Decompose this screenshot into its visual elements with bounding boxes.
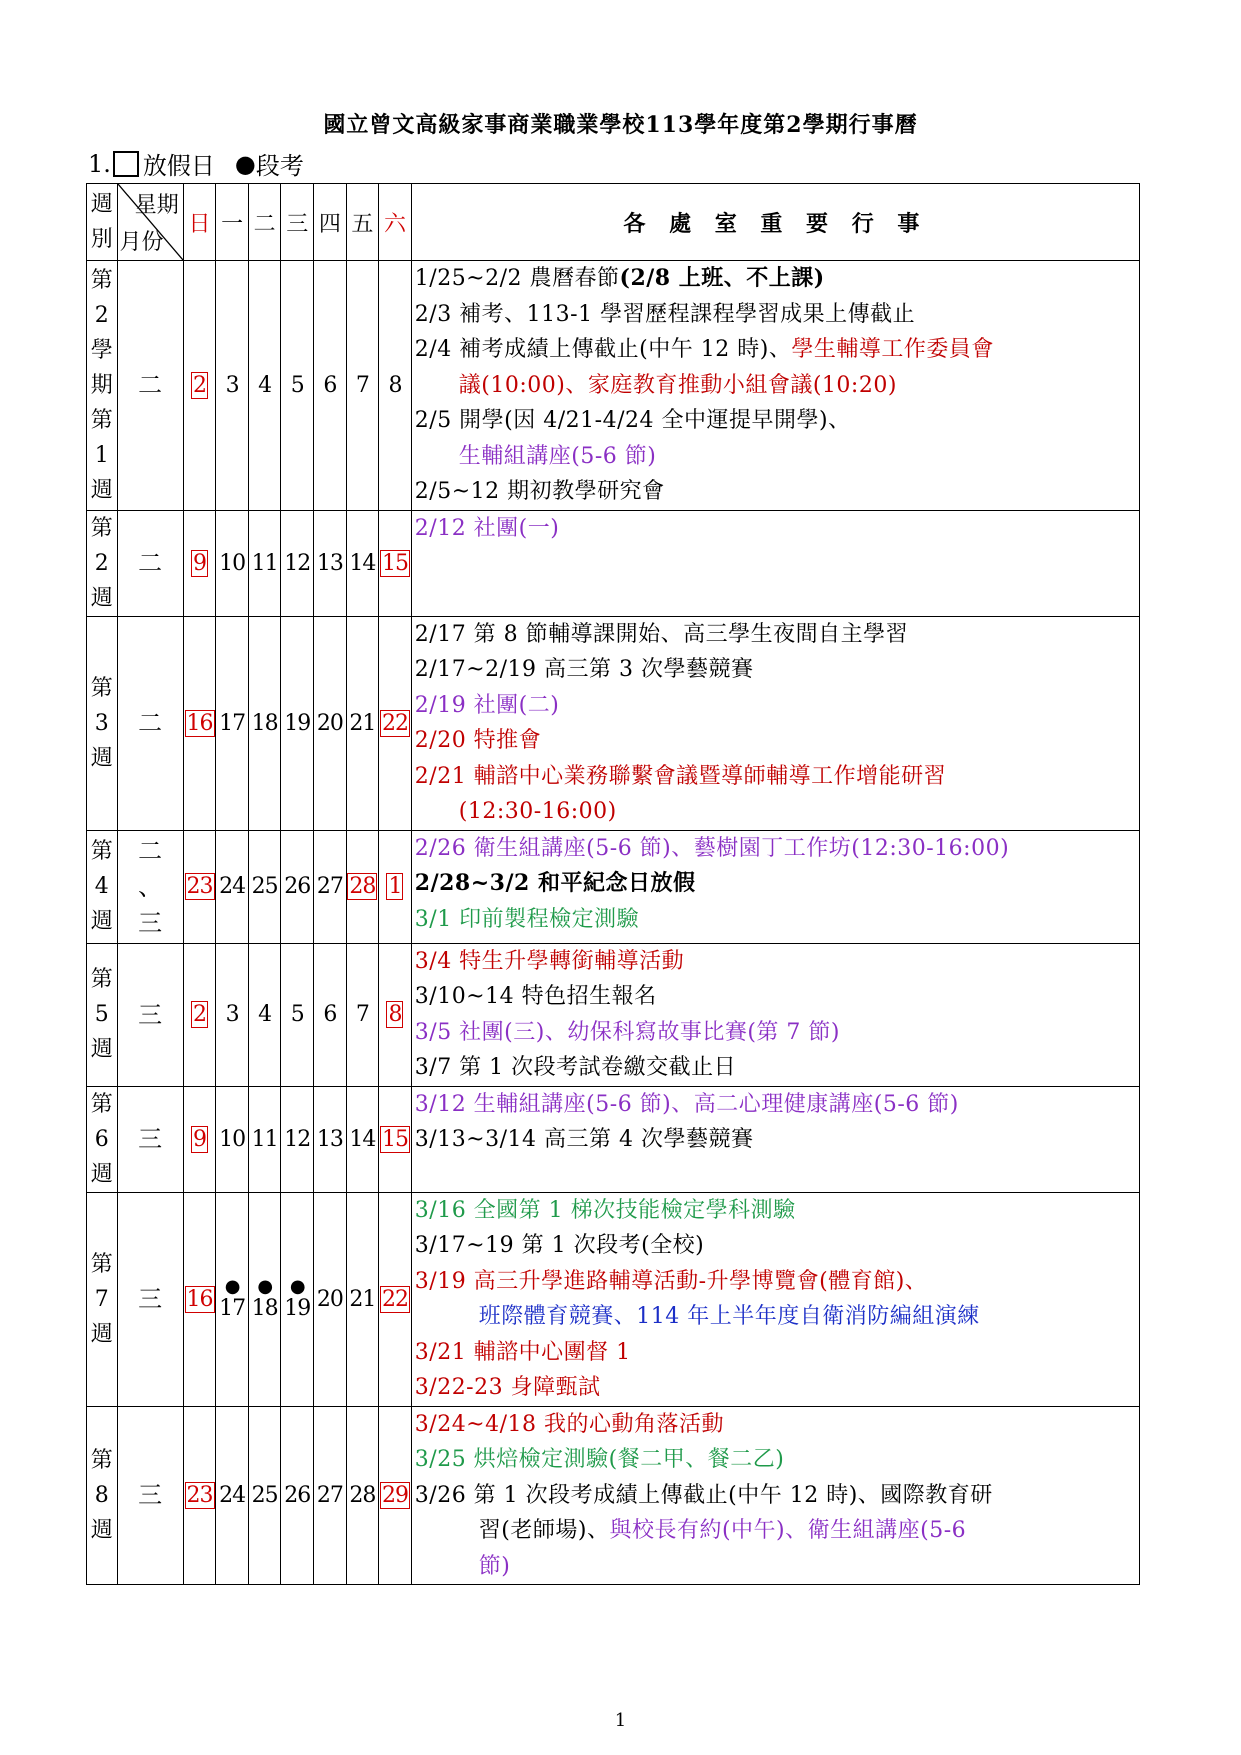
exam-dot-icon: ●: [289, 1275, 305, 1297]
legend-holiday: 放假日: [142, 152, 215, 180]
event-text: 3/26 第 1 次段考成績上傳截止(中午 12 時)、國際教育研: [414, 1482, 993, 1508]
month-char: 三: [138, 908, 163, 937]
event-line: [415, 474, 1139, 510]
day-number: 24: [219, 874, 246, 899]
day-cell: [183, 943, 216, 1086]
week-char: 週: [90, 909, 113, 934]
event-text: 3/7 第 1 次段考試卷繳交截止日: [414, 1055, 737, 1080]
event-text: 2/3 補考、113-1 學習歷程課程學習成果上傳截止: [414, 301, 916, 327]
month-char: 三: [138, 1285, 163, 1313]
day-cell: [314, 943, 347, 1086]
day-cell: [248, 943, 281, 1086]
event-text: 3/17~19 第 1 次段考(全校): [414, 1233, 705, 1258]
day-number: 6: [323, 372, 337, 398]
event-text: 2/4 補考成績上傳截止(中午 12 時)、: [414, 337, 792, 362]
event-line: [415, 688, 1139, 724]
header-week: 週 別: [87, 184, 118, 261]
day-number: 20: [316, 710, 343, 736]
event-line: [415, 902, 1139, 938]
day-cell: [346, 830, 379, 943]
day-cell: [346, 1086, 379, 1192]
day-number: 17: [219, 1295, 246, 1321]
day-cell: [216, 830, 249, 943]
day-cell: [379, 1406, 412, 1585]
day-cell: [281, 830, 314, 943]
day-cell: [314, 1192, 347, 1406]
week-cell: [87, 1086, 118, 1192]
event-text: 習(老師場)、: [478, 1518, 610, 1543]
event-text: 3/25 烘焙檢定測驗(餐二甲、餐二乙): [414, 1447, 785, 1472]
day-cell: [216, 261, 249, 511]
day-number: 21: [349, 710, 376, 736]
event-text: 2/26 衛生組講座(5-6 節)、藝樹園丁工作坊(12:30-16:00): [414, 835, 1010, 861]
week-cell: [87, 616, 118, 830]
events-cell: [411, 510, 1139, 616]
week-char: 8: [94, 1482, 109, 1508]
week-char: 3: [94, 710, 109, 736]
header-day-sat: 六: [379, 184, 412, 261]
header-row: [87, 184, 1140, 261]
event-text: 學生輔導工作委員會: [791, 337, 994, 362]
week-char: 週: [90, 477, 113, 503]
event-text: 3/12 生輔組講座(5-6 節)、高二心理健康講座(5-6 節): [414, 1091, 959, 1117]
day-number: 13: [316, 1126, 343, 1152]
day-cell: [346, 261, 379, 511]
month-char: 三: [138, 1125, 163, 1153]
event-text: 2/20 特推會: [414, 728, 542, 753]
event-line: [415, 759, 1139, 795]
week-cell: [87, 510, 118, 616]
legend: [88, 146, 304, 181]
day-cell: [314, 1086, 347, 1192]
day-cell: [248, 1086, 281, 1192]
legend-prefix: 1.: [88, 149, 111, 178]
event-text: 議(10:00)、家庭教育推動小組會議(10:20): [458, 372, 897, 398]
month-char: 、: [138, 872, 163, 901]
day-number: 7: [355, 372, 369, 398]
events-cell: [411, 943, 1139, 1086]
month-cell: [117, 830, 183, 943]
day-number: 9: [193, 1126, 207, 1152]
event-line: [415, 1442, 1139, 1478]
header-month-label: 月份: [119, 230, 164, 255]
day-number: 17: [219, 710, 246, 736]
day-number: 12: [284, 1126, 311, 1152]
event-line: [415, 1513, 1139, 1549]
week-char: 第: [90, 967, 113, 992]
day-cell: [248, 1406, 281, 1585]
event-text: 2/12 社團(一): [414, 515, 560, 541]
day-number: 2: [193, 1002, 207, 1027]
week-char: 週: [90, 745, 113, 771]
week-char: 1: [94, 442, 109, 468]
events-cell: [411, 830, 1139, 943]
day-cell: [281, 943, 314, 1086]
day-number: 8: [388, 1002, 402, 1027]
week-char: 學: [90, 337, 113, 363]
day-number: 23: [186, 1482, 213, 1508]
exam-dot-icon: ●: [234, 149, 256, 178]
day-cell: [281, 261, 314, 511]
day-number: 10: [219, 1126, 246, 1152]
day-number: 2: [193, 372, 207, 398]
events-cell: [411, 1406, 1139, 1585]
week-char: 第: [90, 675, 113, 701]
event-text: 3/5 社團(三)、幼保科寫故事比賽(第 7 節): [414, 1019, 840, 1045]
event-text: 2/28~3/2 和平紀念日放假: [414, 870, 696, 896]
legend-exam: 段考: [255, 152, 304, 180]
day-cell: [379, 830, 412, 943]
day-cell: [248, 510, 281, 616]
table-row: [87, 510, 1140, 616]
day-cell: [183, 1086, 216, 1192]
event-text: 3/4 特生升學轉銜輔導活動: [414, 948, 685, 974]
day-number: 3: [225, 1002, 239, 1027]
event-text: 2/21 輔諮中心業務聯繫會議暨導師輔導工作增能研習: [414, 763, 947, 789]
day-number: 29: [381, 1482, 408, 1508]
week-cell: [87, 1406, 118, 1585]
day-number: 4: [258, 372, 272, 398]
event-line: [415, 831, 1139, 867]
event-line: [415, 1087, 1139, 1123]
day-cell: [216, 510, 249, 616]
day-cell: [216, 943, 249, 1086]
day-cell: [379, 943, 412, 1086]
events-cell: [411, 1192, 1139, 1406]
header-day-sun: 日: [183, 184, 216, 261]
table-row: [87, 1086, 1140, 1192]
week-char: 第: [90, 267, 113, 293]
day-cell: [281, 616, 314, 830]
month-cell: [117, 943, 183, 1086]
day-number: 22: [381, 710, 408, 736]
event-line: [415, 1478, 1139, 1514]
day-cell: [183, 510, 216, 616]
event-text: 生輔組講座(5-6 節): [458, 443, 657, 469]
day-cell: [183, 1406, 216, 1585]
week-char: 週: [90, 1517, 113, 1543]
event-text: 2/19 社團(二): [414, 692, 560, 718]
day-number: 15: [381, 1126, 408, 1152]
event-text: 3/19 高三升學進路輔導活動-升學博覽會(體育館)、: [414, 1268, 928, 1294]
event-line: [415, 866, 1139, 902]
event-line: [415, 723, 1139, 759]
day-cell: [346, 1406, 379, 1585]
week-char: 第: [90, 1251, 113, 1277]
day-number: 16: [186, 710, 213, 736]
event-text: 3/10~14 特色招生報名: [414, 984, 657, 1009]
table-row: [87, 1192, 1140, 1406]
month-char: 三: [138, 1000, 163, 1029]
day-number: 15: [381, 550, 408, 576]
event-text: (2/8 上班、不上課): [619, 265, 825, 291]
week-char: 2: [94, 550, 109, 576]
day-cell: [216, 1086, 249, 1192]
event-line: [415, 332, 1139, 368]
day-number: 25: [251, 874, 278, 899]
event-line: [415, 617, 1139, 653]
event-line: [415, 1122, 1139, 1158]
day-number: 18: [251, 710, 278, 736]
day-cell: [248, 616, 281, 830]
header-day-fri: 五: [346, 184, 379, 261]
day-cell: [281, 510, 314, 616]
header-day-thu: 四: [314, 184, 347, 261]
week-char: 第: [90, 1091, 113, 1117]
day-number: 10: [219, 550, 246, 576]
day-number: 14: [349, 550, 376, 576]
day-cell: [248, 830, 281, 943]
event-line: [415, 979, 1139, 1015]
day-cell: [183, 261, 216, 511]
day-number: 14: [349, 1126, 376, 1152]
day-number: 28: [349, 874, 376, 899]
week-char: 週: [90, 585, 113, 611]
table-row: [87, 830, 1140, 943]
day-cell: [314, 261, 347, 511]
day-number: 19: [284, 710, 311, 736]
month-cell: [117, 1406, 183, 1585]
week-char: 5: [94, 1002, 109, 1027]
calendar-table: [86, 183, 1140, 1585]
holiday-box-icon: [113, 151, 139, 177]
event-text: 2/5 開學(因 4/21-4/24 全中運提早開學)、: [414, 408, 851, 433]
event-line: [415, 1228, 1139, 1264]
day-number: 8: [388, 372, 402, 398]
event-line: [415, 1370, 1139, 1406]
day-number: 5: [290, 372, 304, 398]
day-number: 25: [251, 1482, 278, 1508]
day-number: 7: [355, 1002, 369, 1027]
table-row: [87, 261, 1140, 511]
month-cell: [117, 510, 183, 616]
event-text: 3/21 輔諮中心團督 1: [414, 1339, 631, 1365]
event-line: [415, 794, 1139, 830]
event-text: 3/22-23 身障甄試: [414, 1375, 601, 1400]
day-number: 3: [225, 372, 239, 398]
page-number: 1: [614, 1710, 627, 1731]
week-cell: [87, 1192, 118, 1406]
event-line: [415, 297, 1139, 333]
day-cell: [248, 261, 281, 511]
day-cell: [314, 510, 347, 616]
day-cell: [379, 261, 412, 511]
month-cell: [117, 261, 183, 511]
week-char: 4: [94, 874, 109, 899]
day-number: 28: [349, 1482, 376, 1508]
event-line: [415, 1264, 1139, 1300]
month-char: 二: [138, 709, 163, 737]
event-text: 2/17 第 8 節輔導課開始、高三學生夜間自主學習: [414, 621, 909, 647]
event-text: 3/16 全國第 1 梯次技能檢定學科測驗: [414, 1197, 796, 1223]
event-text: 3/13~3/14 高三第 4 次學藝競賽: [414, 1127, 754, 1152]
day-cell: [314, 616, 347, 830]
day-number: 27: [316, 874, 343, 899]
day-number: 21: [349, 1286, 376, 1312]
day-number: 11: [251, 550, 278, 576]
page-title: 國立曾文高級家事商業職業學校113學年度第2學期行事曆: [323, 112, 918, 138]
day-cell: [248, 1192, 281, 1406]
month-cell: [117, 1086, 183, 1192]
event-line: [415, 1335, 1139, 1371]
header-weekday-month: [117, 184, 183, 261]
day-cell: [379, 1192, 412, 1406]
day-number: 9: [193, 550, 207, 576]
table-row: [87, 1406, 1140, 1585]
day-number: 19: [284, 1295, 311, 1321]
month-char: 三: [138, 1481, 163, 1510]
week-char: 2: [94, 302, 109, 328]
event-line: [415, 1407, 1139, 1443]
week-char: 第: [90, 839, 113, 864]
event-text: 3/24~4/18 我的心動角落活動: [414, 1411, 725, 1437]
month-char: 二: [138, 836, 163, 865]
event-text: (12:30-16:00): [458, 799, 617, 824]
header-day-mon: 一: [216, 184, 249, 261]
event-text: 2/17~2/19 高三第 3 次學藝競賽: [414, 657, 754, 682]
day-number: 26: [284, 1482, 311, 1508]
day-cell: [183, 830, 216, 943]
day-cell: [346, 1192, 379, 1406]
week-char: 第: [90, 515, 113, 541]
day-cell: [379, 616, 412, 830]
events-cell: [411, 1086, 1139, 1192]
exam-dot-icon: ●: [224, 1275, 240, 1297]
day-cell: [216, 1192, 249, 1406]
exam-dot-icon: ●: [257, 1275, 273, 1297]
day-cell: [281, 1406, 314, 1585]
event-line: [415, 1015, 1139, 1051]
day-cell: [314, 830, 347, 943]
month-cell: [117, 1192, 183, 1406]
event-text: 1/25~2/2 農曆春節: [414, 266, 620, 291]
day-cell: [216, 1406, 249, 1585]
day-cell: [216, 616, 249, 830]
header-day-wed: 三: [281, 184, 314, 261]
day-number: 5: [290, 1002, 304, 1027]
week-char: 第: [90, 407, 113, 433]
table-row: [87, 616, 1140, 830]
week-char: 第: [90, 1447, 113, 1473]
day-number: 16: [186, 1286, 213, 1312]
week-char: 期: [90, 372, 113, 398]
events-cell: [411, 616, 1139, 830]
month-char: 二: [138, 549, 163, 577]
week-char: 週: [90, 1161, 113, 1187]
event-line: [415, 1193, 1139, 1229]
day-cell: [281, 1086, 314, 1192]
event-line: [415, 439, 1139, 475]
week-cell: [87, 261, 118, 511]
header-day-tue: 二: [248, 184, 281, 261]
event-line: [415, 261, 1139, 297]
day-cell: [281, 1192, 314, 1406]
event-line: [415, 652, 1139, 688]
week-char: 6: [94, 1126, 109, 1152]
day-number: 23: [186, 874, 213, 899]
day-cell: [346, 943, 379, 1086]
event-text: 3/1 印前製程檢定測驗: [414, 906, 640, 932]
day-number: 1: [388, 874, 402, 899]
day-cell: [379, 510, 412, 616]
event-line: [415, 1549, 1139, 1585]
event-line: [415, 368, 1139, 404]
event-line: [415, 1050, 1139, 1086]
day-number: 4: [258, 1002, 272, 1027]
event-line: [415, 403, 1139, 439]
day-number: 20: [316, 1286, 343, 1312]
event-line: [415, 1299, 1139, 1335]
day-cell: [183, 1192, 216, 1406]
day-number: 18: [251, 1295, 278, 1321]
day-number: 22: [381, 1286, 408, 1312]
week-char: 7: [94, 1286, 109, 1312]
events-cell: [411, 261, 1139, 511]
event-line: [415, 944, 1139, 980]
day-number: 11: [251, 1126, 278, 1152]
day-number: 6: [323, 1002, 337, 1027]
event-text: 班際體育競賽、114 年上半年度自衛消防編組演練: [478, 1304, 980, 1329]
week-char: 週: [90, 1321, 113, 1347]
day-number: 27: [316, 1482, 343, 1508]
day-number: 12: [284, 550, 311, 576]
day-cell: [346, 616, 379, 830]
header-weekday-label: 星期: [134, 193, 179, 218]
event-text: 2/5~12 期初教學研究會: [414, 479, 665, 504]
day-cell: [314, 1406, 347, 1585]
table-row: [87, 943, 1140, 1086]
month-cell: [117, 616, 183, 830]
event-text: 與校長有約(中午)、衛生組講座(5-6: [609, 1518, 967, 1543]
day-cell: [346, 510, 379, 616]
week-cell: [87, 943, 118, 1086]
day-number: 13: [316, 550, 343, 576]
day-number: 24: [219, 1482, 246, 1508]
event-line: [415, 511, 1139, 547]
event-text: 節): [478, 1553, 511, 1579]
header-events-title: 各 處 室 重 要 行 事: [411, 184, 1139, 261]
week-cell: [87, 830, 118, 943]
day-number: 26: [284, 874, 311, 899]
month-char: 二: [138, 371, 163, 400]
day-cell: [183, 616, 216, 830]
week-char: 週: [90, 1037, 113, 1062]
day-cell: [379, 1086, 412, 1192]
